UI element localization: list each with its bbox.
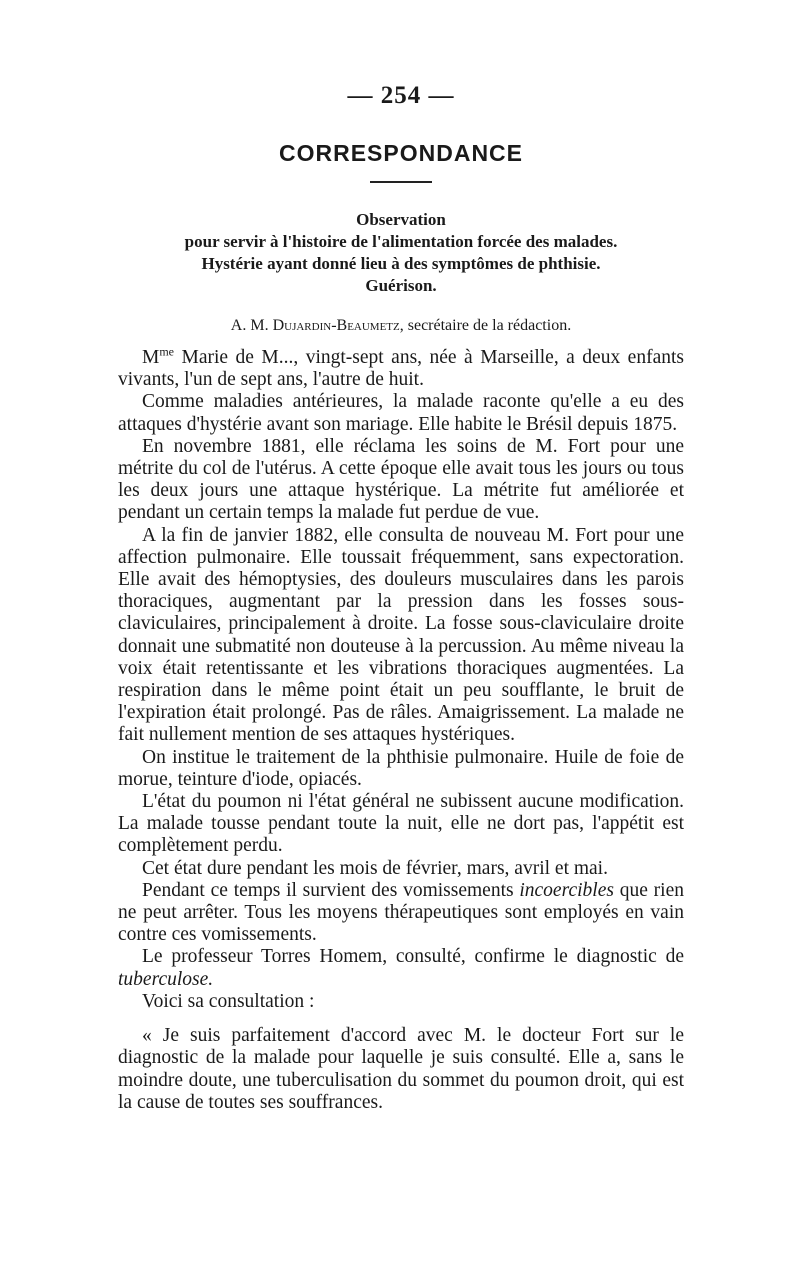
paragraph-7: Cet état dure pendant les mois de février, mars, avril et mai. [142, 857, 608, 879]
heading-guerison: Guérison. [365, 276, 437, 295]
title-rule [370, 181, 432, 183]
p8-em: incoercibles [519, 879, 614, 901]
addressee-name: Dujardin-Beaumetz [272, 317, 400, 334]
p8-a: Pendant ce temps il survient des vomissements [142, 879, 520, 901]
paragraph-6: L'état du poumon ni l'état général ne subissent aucune modification. La malade tousse pendant toute la nuit, elle ne dort pas, l'appétit est complètement perdu. [118, 791, 684, 857]
paragraph-1 [118, 344, 684, 391]
p1-lead: M [142, 347, 160, 368]
paragraph-4: A la fin de janvier 1882, elle consulta de nouveau M. Fort pour une affection pulmonaire. Elle toussait fréquemment, sans expectoration. Elle avait des hémoptysies, des douleurs musculaires dans les parois thoraciques, augmentant par la pression dans les fosses sous-claviculaires, principalement à droite. La fosse sous-claviculaire droite donnait une submatité non douteuse à la percussion. Au même niveau la voix était retentissante et les vibrations thoraciques augmentées. La respiration dans le même point était un peu soufflante, le bruit de l'expiration était prolongé. Pas de râles. Amaigrissement. La malade ne fait nullement mention de ses attaques hystériques. [118, 524, 684, 746]
addressee-suffix: , secrétaire de la rédaction. [399, 317, 572, 334]
addressee-line [118, 317, 684, 335]
heading-observation: Observation [356, 210, 446, 229]
paragraph-10: Voici sa consultation : [142, 990, 315, 1012]
body-text [118, 344, 684, 1114]
p1-sup: me [159, 344, 175, 359]
p9-a: Le professeur Torres Homem, consulté, confirme le diagnostic de [142, 946, 684, 968]
paragraph-8 [118, 880, 684, 947]
p8-b: que rien ne peut arrêter. Tous les moyens thérapeutiques sont employés en vain contre ces vomissements. [118, 879, 684, 946]
paragraph-5: On institue le traitement de la phthisie pulmonaire. Huile de foie de morue, teinture d'iode, opiacés. [118, 746, 684, 790]
p9-em: tuberculose. [118, 968, 214, 990]
section-title: CORRESPONDANCE [278, 140, 524, 166]
p1-rest: Marie de M..., vingt-sept ans, née à Marseille, a deux enfants vivants, l'un de sept ans, l'autre de huit. [118, 347, 684, 391]
heading-hysteria: Hystérie ayant donné lieu à des symptômes de phthisie. [201, 254, 601, 273]
paragraph-9 [118, 946, 684, 990]
paragraph-2: Comme maladies antérieures, la malade raconte qu'elle a eu des attaques d'hystérie avant son mariage. Elle habite le Brésil depuis 1875. [118, 391, 684, 435]
paragraph-3: En novembre 1881, elle réclama les soins de M. Fort pour une métrite du col de l'utérus. A cette époque elle avait tous les jours ou tous les deux jours une attaque hystérique. La métrite fut améliorée et pendant un certain temps la malade fut perdue de vue. [118, 435, 684, 524]
document-page [118, 82, 684, 1114]
heading-subtitle: pour servir à l'histoire de l'alimentation forcée des malades. [184, 232, 618, 251]
paragraph-11: « Je suis parfaitement d'accord avec M. le docteur Fort sur le diagnostic de la malade pour laquelle je suis consulté. Elle a, sans le moindre doute, une tuberculisation du sommet du poumon droit, qui est la cause de toutes ses souffrances. [118, 1025, 684, 1113]
addressee-prefix: A. M. [230, 317, 269, 334]
page-number: — 254 — [347, 82, 455, 109]
